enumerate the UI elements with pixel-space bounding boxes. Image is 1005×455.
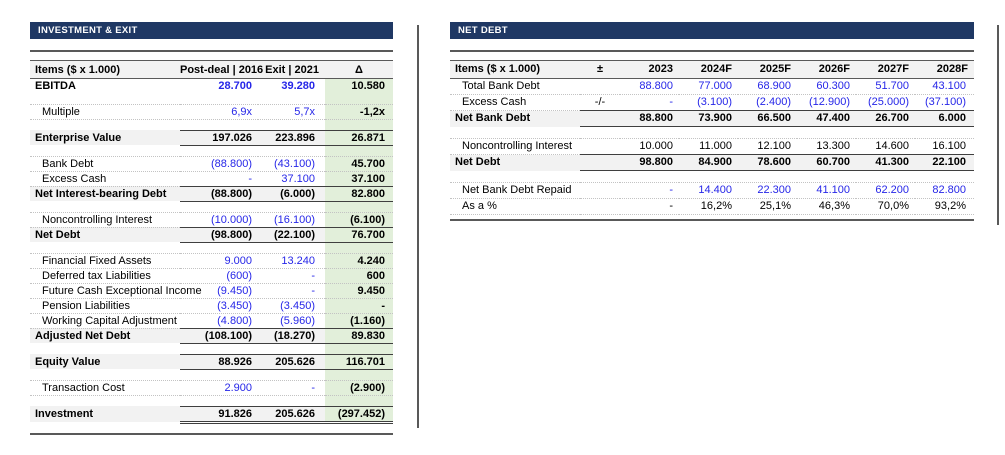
cell-value[interactable]: (22.100)	[258, 227, 325, 242]
cell-value[interactable]: -	[258, 380, 325, 395]
cell-value[interactable]: 22.300	[738, 183, 797, 199]
cell-value[interactable]: 84.900	[679, 155, 738, 171]
cell-value[interactable]: 73.900	[679, 111, 738, 127]
cell-value[interactable]: 197.026	[180, 130, 258, 145]
cell-value[interactable]: 26.700	[856, 111, 915, 127]
cell-value[interactable]: 88.926	[180, 354, 258, 369]
cell-value	[620, 171, 679, 183]
cell-value[interactable]: 14.600	[856, 139, 915, 155]
cell-value	[258, 242, 325, 253]
cell-value[interactable]: (5.960)	[258, 313, 325, 328]
row-as-a	[450, 199, 974, 215]
column-header-2028f[interactable]: 2028F	[915, 61, 974, 79]
row-ebitda	[30, 79, 393, 94]
cell-value[interactable]: 6.000	[915, 111, 974, 127]
column-header-plus-minus[interactable]: ±	[580, 61, 620, 79]
row-noncontrolling-interest	[450, 139, 974, 155]
cell-label[interactable]: Net Bank Debt	[455, 112, 531, 125]
cell-value	[180, 343, 258, 354]
cell-value	[258, 395, 325, 406]
cell-label	[30, 369, 180, 380]
cell-delta[interactable]: (297.452)	[325, 406, 393, 422]
cell-label[interactable]: Net Bank Debt Repaid	[450, 183, 580, 199]
row-enterprise-value	[30, 130, 393, 145]
row-adjusted-net-debt	[30, 328, 393, 343]
cell-label	[30, 119, 180, 130]
row-deferred-tax-liabilities	[30, 268, 393, 283]
row-excess-cash	[30, 171, 393, 186]
cell-value[interactable]: 82.800	[915, 183, 974, 199]
spacer-row	[450, 127, 974, 139]
cell-plus-minus[interactable]: -/-	[580, 95, 620, 111]
cell-label	[450, 127, 580, 139]
cell-value[interactable]: 88.800	[620, 79, 679, 95]
cell-label	[30, 343, 180, 354]
cell-label	[30, 145, 180, 156]
row-financial-fixed-assets	[30, 253, 393, 268]
cell-delta[interactable]: -1,2x	[325, 104, 393, 119]
cell-label[interactable]: Investment	[35, 408, 94, 420]
row-investment	[30, 406, 393, 422]
cell-value	[180, 242, 258, 253]
cell-value[interactable]: 93,2%	[915, 199, 974, 215]
cell-value[interactable]: 6,9x	[180, 104, 258, 119]
cell-label[interactable]: EBITDA	[35, 80, 76, 92]
cell-plus-minus	[580, 127, 620, 139]
cell-value	[738, 171, 797, 183]
net-debt-bottom-rule	[450, 219, 974, 221]
row-working-capital-adjustment	[30, 313, 393, 328]
cell-value	[915, 127, 974, 139]
cell-value[interactable]: (6.000)	[258, 186, 325, 201]
cell-value[interactable]: (9.450)	[180, 283, 258, 298]
cell-value[interactable]: 205.626	[258, 406, 325, 422]
cell-value[interactable]: -	[258, 283, 325, 298]
row-net-debt	[30, 227, 393, 242]
cell-label[interactable]: Equity Value	[35, 355, 101, 368]
cell-value[interactable]: 22.100	[915, 155, 974, 171]
cell-delta	[325, 145, 393, 156]
row-total-bank-debt	[450, 79, 974, 95]
cell-plus-minus[interactable]	[580, 199, 620, 215]
cell-delta[interactable]: 116.701	[325, 354, 393, 369]
row-net-bank-debt	[450, 111, 974, 127]
cell-value[interactable]: (10.000)	[180, 212, 258, 227]
column-header-items[interactable]: Items ($ x 1.000)	[30, 61, 180, 79]
column-header-delta[interactable]: Δ	[325, 61, 393, 79]
investment-exit-header-row	[30, 61, 393, 79]
cell-value	[180, 369, 258, 380]
cell-value[interactable]: (18.270)	[258, 328, 325, 343]
cell-value[interactable]: -	[620, 199, 679, 215]
cell-value[interactable]: 223.896	[258, 130, 325, 145]
cell-value	[258, 343, 325, 354]
cell-label[interactable]: Bank Debt	[30, 156, 180, 171]
cell-value[interactable]: 16,2%	[679, 199, 738, 215]
cell-value[interactable]: 12.100	[738, 139, 797, 155]
cell-label[interactable]: As a %	[450, 199, 580, 215]
cell-value[interactable]: (600)	[180, 268, 258, 283]
cell-value[interactable]: 78.600	[738, 155, 797, 171]
cell-value[interactable]: 37.100	[258, 171, 325, 186]
spacer-row	[30, 242, 393, 253]
column-header-items[interactable]: Items ($ x 1.000)	[450, 61, 580, 79]
cell-value	[258, 201, 325, 212]
cell-delta	[325, 119, 393, 130]
spacer-row	[30, 119, 393, 130]
investment-exit-top-rule	[30, 50, 393, 52]
cell-delta[interactable]: 9.450	[325, 283, 393, 298]
cell-value[interactable]: (12.900)	[797, 95, 856, 111]
cell-plus-minus[interactable]	[580, 183, 620, 199]
cell-value[interactable]: (108.100)	[180, 328, 258, 343]
column-header-2024f[interactable]: 2024F	[679, 61, 738, 79]
cell-value[interactable]: (2.400)	[738, 95, 797, 111]
cell-value[interactable]: -	[620, 95, 679, 111]
cell-value[interactable]: 39.280	[281, 80, 315, 92]
cell-delta[interactable]: (1.160)	[325, 313, 393, 328]
cell-value	[856, 171, 915, 183]
cell-plus-minus[interactable]	[580, 139, 620, 155]
row-net-interest-bearing-debt	[30, 186, 393, 201]
cell-label[interactable]: Noncontrolling Interest	[30, 212, 180, 227]
cell-value[interactable]: -	[258, 268, 325, 283]
spacer-row	[30, 343, 393, 354]
cell-value	[258, 145, 325, 156]
cell-value[interactable]: 11.000	[679, 139, 738, 155]
row-bank-debt	[30, 156, 393, 171]
cell-delta[interactable]: 37.100	[325, 171, 393, 186]
cell-label[interactable]: Multiple	[30, 104, 180, 119]
cell-label[interactable]: Total Bank Debt	[450, 79, 580, 95]
cell-value	[620, 127, 679, 139]
cell-value[interactable]: 43.100	[915, 79, 974, 95]
cell-label	[450, 171, 580, 183]
row-future-cash-exceptional-income	[30, 283, 393, 298]
net-debt-top-rule	[450, 50, 974, 52]
spacer-row	[30, 201, 393, 212]
column-header-2023[interactable]: 2023	[620, 61, 679, 79]
column-header-2027f[interactable]: 2027F	[856, 61, 915, 79]
cell-label	[30, 93, 180, 104]
investment-exit-bottom-rule	[30, 433, 393, 435]
cell-value[interactable]: (88.800)	[180, 156, 258, 171]
cell-label[interactable]: Pension Liabilities	[30, 298, 180, 313]
cell-label[interactable]: Enterprise Value	[35, 131, 122, 144]
cell-value[interactable]: 62.200	[856, 183, 915, 199]
cell-value[interactable]: 9.000	[180, 253, 258, 268]
cell-label[interactable]: Noncontrolling Interest	[450, 139, 580, 155]
net-debt-title-bar: NET DEBT	[450, 22, 974, 39]
investment-exit-title-bar: INVESTMENT & EXIT	[30, 22, 393, 39]
cell-value	[180, 119, 258, 130]
cell-value	[797, 127, 856, 139]
cell-delta[interactable]: 4.240	[325, 253, 393, 268]
row-net-bank-debt-repaid	[450, 183, 974, 199]
cell-value	[258, 93, 325, 104]
cell-value[interactable]: 14.400	[679, 183, 738, 199]
cell-label[interactable]: Adjusted Net Debt	[35, 329, 131, 342]
cell-value[interactable]: 13.240	[258, 253, 325, 268]
cell-value	[797, 171, 856, 183]
panel-divider-vertical	[417, 25, 419, 428]
cell-value[interactable]: 41.300	[856, 155, 915, 171]
cell-value[interactable]: 98.800	[620, 155, 679, 171]
cell-label[interactable]: Excess Cash	[450, 95, 580, 111]
cell-value	[915, 171, 974, 183]
row-net-debt	[450, 155, 974, 171]
cell-value	[856, 127, 915, 139]
cell-value[interactable]: 2.900	[180, 380, 258, 395]
column-header-2025f[interactable]: 2025F	[738, 61, 797, 79]
row-pension-liabilities	[30, 298, 393, 313]
cell-label[interactable]: Excess Cash	[30, 171, 180, 186]
cell-delta[interactable]: 10.580	[325, 79, 393, 94]
cell-value	[258, 369, 325, 380]
cell-label[interactable]: Net Interest-bearing Debt	[35, 187, 167, 200]
cell-value[interactable]: (16.100)	[258, 212, 325, 227]
cell-label	[30, 242, 180, 253]
cell-delta	[325, 242, 393, 253]
cell-label[interactable]: Working Capital Adjustment	[30, 313, 180, 328]
cell-value	[679, 127, 738, 139]
cell-value[interactable]: 68.900	[738, 79, 797, 95]
cell-value[interactable]: 77.000	[679, 79, 738, 95]
cell-value[interactable]: 47.400	[797, 111, 856, 127]
cell-value[interactable]: (37.100)	[915, 95, 974, 111]
cell-value[interactable]: 66.500	[738, 111, 797, 127]
cell-value[interactable]: (25.000)	[856, 95, 915, 111]
cell-value[interactable]: (88.800)	[180, 186, 258, 201]
column-header-post-deal-2016[interactable]: Post-deal | 2016	[180, 61, 258, 79]
cell-value[interactable]: 205.626	[258, 354, 325, 369]
cell-delta[interactable]: -	[325, 298, 393, 313]
cell-value[interactable]: (3.450)	[258, 298, 325, 313]
cell-value[interactable]: 13.300	[797, 139, 856, 155]
cell-delta	[325, 201, 393, 212]
cell-value[interactable]: 60.300	[797, 79, 856, 95]
net-debt-header-row	[450, 61, 974, 79]
cell-delta[interactable]: 45.700	[325, 156, 393, 171]
cell-delta	[325, 395, 393, 406]
cell-label	[30, 395, 180, 406]
cell-value	[180, 395, 258, 406]
spacer-row	[30, 145, 393, 156]
cell-plus-minus[interactable]	[580, 155, 620, 171]
cell-plus-minus	[580, 171, 620, 183]
cell-label[interactable]: Future Cash Exceptional Income	[30, 283, 180, 298]
cell-value[interactable]: 25,1%	[738, 199, 797, 215]
cell-label[interactable]: Financial Fixed Assets	[30, 253, 180, 268]
cell-value[interactable]: 70,0%	[856, 199, 915, 215]
cell-label[interactable]: Net Debt	[35, 228, 81, 241]
column-header-2026f[interactable]: 2026F	[797, 61, 856, 79]
investment-exit-panel	[30, 22, 393, 435]
cell-value[interactable]: 41.100	[797, 183, 856, 199]
cell-label[interactable]: Net Debt	[455, 156, 501, 169]
cell-label[interactable]: Deferred tax Liabilities	[30, 268, 180, 283]
cell-value[interactable]: (3.450)	[180, 298, 258, 313]
cell-plus-minus[interactable]	[580, 111, 620, 127]
row-transaction-cost	[30, 380, 393, 395]
cell-delta[interactable]: 600	[325, 268, 393, 283]
cell-value[interactable]: 10.000	[620, 139, 679, 155]
cell-delta[interactable]: (6.100)	[325, 212, 393, 227]
cell-delta[interactable]: 89.830	[325, 328, 393, 343]
cell-value[interactable]: (98.800)	[180, 227, 258, 242]
investment-exit-table	[30, 60, 393, 424]
cell-value[interactable]: 60.700	[797, 155, 856, 171]
cell-label[interactable]: Transaction Cost	[30, 380, 180, 395]
cell-delta[interactable]: 26.871	[325, 130, 393, 145]
cell-value	[180, 145, 258, 156]
cell-value[interactable]: (3.100)	[679, 95, 738, 111]
cell-value[interactable]: -	[620, 183, 679, 199]
cell-label	[30, 201, 180, 212]
next-panel-divider-vertical	[997, 25, 999, 225]
spacer-row	[30, 395, 393, 406]
cell-delta[interactable]: 76.700	[325, 227, 393, 242]
cell-delta	[325, 93, 393, 104]
cell-delta	[325, 369, 393, 380]
cell-plus-minus[interactable]	[580, 79, 620, 95]
cell-value[interactable]: 46,3%	[797, 199, 856, 215]
cell-value[interactable]: (4.800)	[180, 313, 258, 328]
cell-value[interactable]: 51.700	[856, 79, 915, 95]
cell-value[interactable]: -	[180, 171, 258, 186]
cell-delta[interactable]: (2.900)	[325, 380, 393, 395]
cell-value[interactable]: 16.100	[915, 139, 974, 155]
spacer-row	[450, 171, 974, 183]
cell-value	[258, 119, 325, 130]
cell-value	[180, 201, 258, 212]
row-multiple	[30, 104, 393, 119]
row-excess-cash	[450, 95, 974, 111]
row-noncontrolling-interest	[30, 212, 393, 227]
cell-value[interactable]: 91.826	[180, 406, 258, 422]
cell-value	[180, 93, 258, 104]
column-header-exit-2021[interactable]: Exit | 2021	[258, 61, 325, 79]
cell-value	[679, 171, 738, 183]
net-debt-panel	[450, 22, 974, 221]
cell-value[interactable]: 5,7x	[258, 104, 325, 119]
cell-delta[interactable]: 82.800	[325, 186, 393, 201]
cell-value[interactable]: (43.100)	[258, 156, 325, 171]
spacer-row	[30, 369, 393, 380]
cell-value	[738, 127, 797, 139]
row-equity-value	[30, 354, 393, 369]
cell-value[interactable]: 88.800	[620, 111, 679, 127]
spacer-row	[30, 93, 393, 104]
cell-value[interactable]: 28.700	[218, 80, 252, 92]
net-debt-table	[450, 60, 974, 215]
cell-delta	[325, 343, 393, 354]
